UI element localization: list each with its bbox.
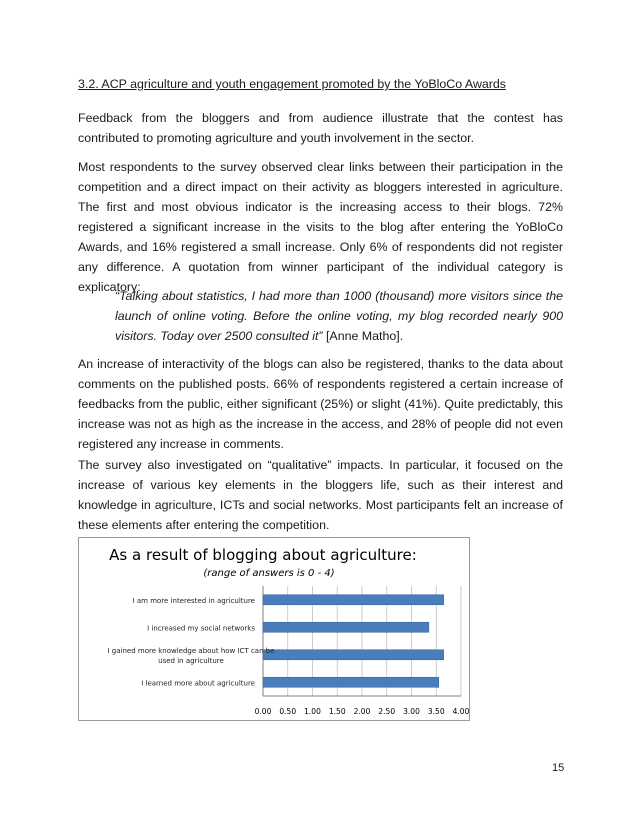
x-tick-label: 2.00 bbox=[353, 707, 371, 716]
y-category-label: I gained more knowledge about how ICT can be bbox=[107, 646, 275, 655]
quote-text: “Talking about statistics, I had more than 1000 (thousand) more visitors since the launch of online voting. Before the online voting, my blog recorded nearly 900 visitors. Today over 2500 consulted it” bbox=[115, 289, 563, 343]
x-tick-label: 0.00 bbox=[254, 707, 272, 716]
bar bbox=[263, 595, 444, 605]
x-tick-label: 1.50 bbox=[328, 707, 346, 716]
x-tick-label: 3.00 bbox=[403, 707, 420, 716]
bar-chart-frame bbox=[78, 537, 470, 721]
paragraph-blog-access: Most respondents to the survey observed clear links between their participation in the competition and a direct impact on their activity as bloggers interested in agriculture. The first and most obvious indicator is the increasing access to their blogs. 72% registered a significant increase in the visits to the blog after entering the YoBloCo Awards, and 16% registered a small increase. Only 6% of respondents did not register any difference. A quotation from winner participant of the individual category is explicatory: bbox=[78, 160, 563, 294]
x-tick-label: 3.50 bbox=[427, 707, 445, 716]
quote-attribution: [Anne Matho]. bbox=[322, 329, 404, 343]
y-category-label: I increased my social networks bbox=[147, 624, 255, 633]
y-category-label: I am more interested in agriculture bbox=[132, 596, 255, 605]
x-tick-label: 0.50 bbox=[279, 707, 297, 716]
y-category-label: used in agriculture bbox=[158, 656, 224, 665]
paragraph-interactivity: An increase of interactivity of the blogs can also be registered, thanks to the data about comments on the published posts. 66% of respondents registered a certain increase of feedbacks from the public, either significant (25%) or slight (41%). Quite predictably, this increase was not as high as the increase in the access, and 28% of people did not even registered any increase in comments. bbox=[78, 357, 563, 451]
chart-subtitle: (range of answers is 0 - 4) bbox=[203, 568, 335, 579]
bar bbox=[263, 622, 429, 632]
paragraph-feedback: Feedback from the bloggers and from audience illustrate that the contest has contributed to promoting agriculture and youth involvement in the sector. bbox=[78, 111, 563, 145]
chart-title: As a result of blogging about agriculture: bbox=[109, 546, 417, 564]
bar-chart bbox=[79, 538, 469, 720]
bar bbox=[263, 677, 439, 687]
page-number: 15 bbox=[552, 762, 565, 774]
paragraph-qualitative: The survey also investigated on “qualitative” impacts. In particular, it focused on the increase of various key elements in the bloggers life, such as their interest and knowledge in agriculture, ICTs and social networks. Most participants felt an increase of these elements after entering the competition. bbox=[78, 458, 563, 532]
section-heading: 3.2. ACP agriculture and youth engagement promoted by the YoBloCo Awards bbox=[78, 77, 506, 91]
y-category-label: I learned more about agriculture bbox=[141, 679, 255, 688]
x-tick-label: 1.00 bbox=[304, 707, 321, 716]
x-tick-label: 2.50 bbox=[378, 707, 396, 716]
bar bbox=[263, 650, 444, 660]
x-tick-label: 4.00 bbox=[452, 707, 469, 716]
blockquote bbox=[115, 286, 563, 346]
